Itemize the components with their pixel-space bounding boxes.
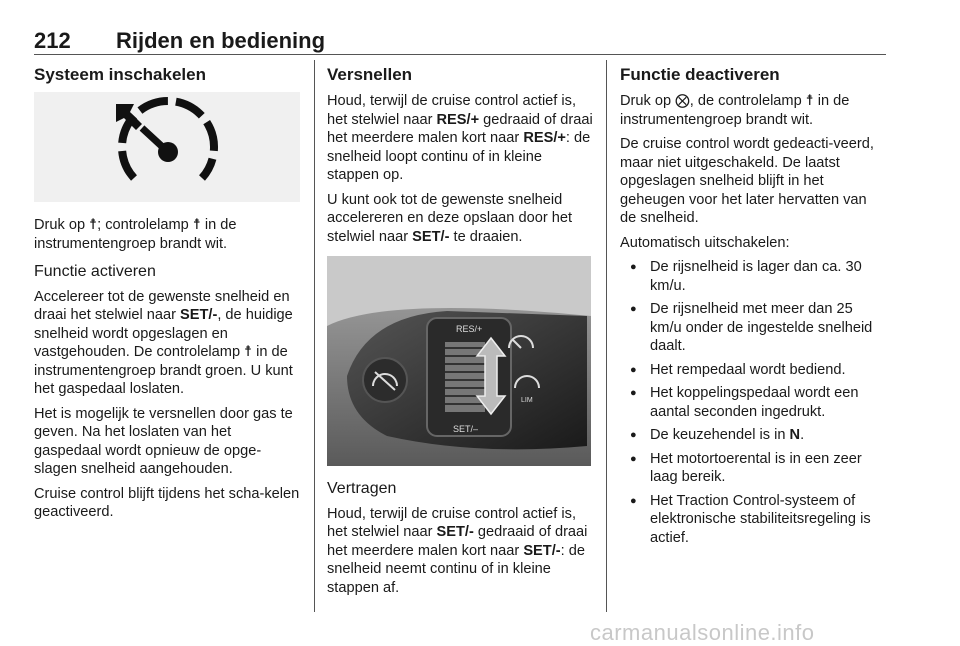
cruise-lamp-icon: ☨: [89, 217, 98, 233]
page-header: [34, 24, 886, 54]
paragraph: Accelereer tot de gewenste snelheid en draai het stelwiel naar SET/-, de huidige snelheid wordt opgeslagen en vastgehouden. De controlelamp ☨ in de instrumentengroep brandt groen. U kunt het gaspedaal loslaten.: [34, 288, 293, 397]
column-divider: [314, 60, 315, 612]
cruise-control-figure: [34, 92, 300, 202]
column-3: [620, 64, 886, 552]
cruise-lamp-icon: ☨: [244, 344, 253, 360]
header-rule: [34, 54, 886, 55]
paragraph: Het is mogelijk te versnellen door gas te geven. Na het loslaten van het gaspedaal wordt opnieuw de opge-slagen snelheid aangehouden.: [34, 405, 293, 477]
subsection-title: Functie activeren: [34, 263, 156, 280]
list-item: ● Het motortoerental is in een zeer laag bereik.: [620, 450, 886, 487]
column-1: [34, 64, 300, 528]
auto-off-list: [620, 258, 886, 547]
section-title: Functie deactiveren: [620, 65, 780, 84]
column-divider: [606, 60, 607, 612]
paragraph: Automatisch uitschakelen:: [620, 234, 790, 251]
paragraph: U kunt ook tot de gewenste snelheid accelereren en deze opslaan door het stelwiel naar SET/- te draaien.: [327, 191, 573, 245]
subsection-title: Vertragen: [327, 480, 397, 497]
watermark: carmanualsonline.info: [590, 620, 815, 645]
lim-label: LIM: [521, 397, 533, 404]
res-label: RES/+: [456, 324, 483, 334]
list-item: ● De rijsnelheid is lager dan ca. 30 km/u.: [620, 258, 886, 295]
chapter-title: Rijden en bediening: [116, 28, 326, 53]
list-item: ● Het Traction Control-systeem of elektronische stabiliteitsregeling is actief.: [620, 492, 886, 548]
section-title: Versnellen: [327, 65, 413, 84]
paragraph: Druk op ☨; controlelamp ☨ in de instrumentengroep brandt wit.: [34, 217, 237, 252]
column-2: [327, 64, 593, 603]
set-label: SET/–: [453, 424, 479, 434]
list-item: ● De keuzehendel is in N.: [620, 426, 886, 445]
page-number: 212: [34, 28, 71, 53]
cruise-cancel-icon: ⨂: [675, 93, 690, 109]
paragraph: Cruise control blijft tijdens het scha-kelen geactiveerd.: [34, 485, 300, 520]
paragraph: Houd, terwijl de cruise control actief is, het stelwiel naar RES/+ gedraaid of draai het meerdere malen kort naar RES/+: de snelheid loopt continu of in kleine stappen op.: [327, 93, 593, 183]
paragraph: De cruise control wordt gedeacti-veerd, maar niet uitgeschakeld. De laatst opgeslagen snelheid blijft in het geheugen voor het later hervatten van de snelheid.: [620, 136, 874, 226]
cruise-lamp-icon: ☨: [805, 93, 814, 109]
cruise-lamp-icon: ☨: [192, 217, 201, 233]
cruise-control-set-icon: [34, 92, 300, 202]
paragraph: Druk op ⨂, de controlelamp ☨ in de instrumentengroep brandt wit.: [620, 93, 850, 128]
section-title: Systeem inschakelen: [34, 65, 206, 84]
list-item: ● Het koppelingspedaal wordt een aantal seconden ingedrukt.: [620, 384, 886, 421]
list-item: ● De rijsnelheid met meer dan 25 km/u onder de ingestelde snelheid daalt.: [620, 300, 886, 356]
steering-wheel-controls-illustration: [327, 256, 591, 466]
list-item: ● Het rempedaal wordt bediend.: [620, 361, 886, 380]
steering-wheel-photo: [327, 256, 591, 466]
paragraph: Houd, terwijl de cruise control actief is, het stelwiel naar SET/- gedraaid of draai het meerdere malen kort naar SET/-: de snelheid neemt continu of in kleine stappen af.: [327, 505, 588, 596]
